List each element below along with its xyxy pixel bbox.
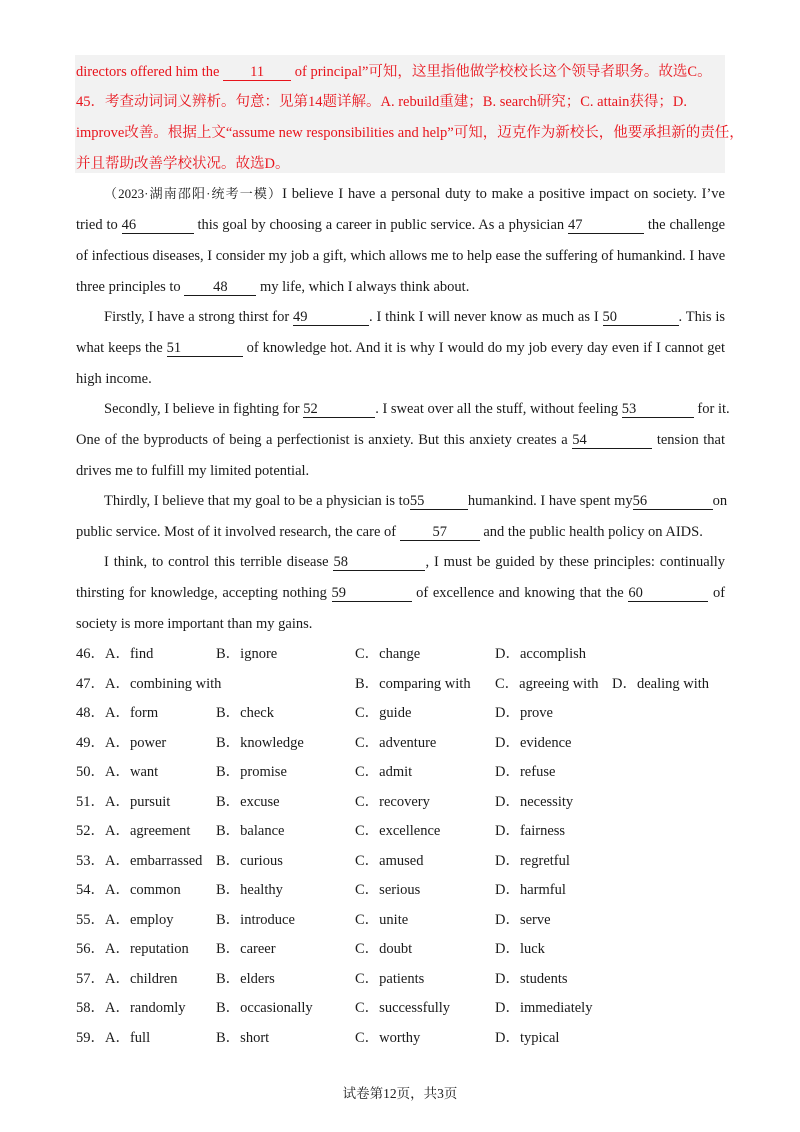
option-choice[interactable]: D．prove [495,705,553,721]
option-choice[interactable]: D．fairness [495,823,566,839]
option-choice[interactable]: B．career [216,941,276,957]
option-row [76,644,736,664]
option-choice[interactable]: A．employ [105,912,174,928]
option-number: 58． [76,1000,105,1016]
option-row [76,792,736,812]
option-choice[interactable]: D．refuse [495,764,556,780]
option-row [76,1028,736,1048]
option-row [76,969,736,989]
option-choice[interactable]: A．full [105,1030,151,1046]
option-choice[interactable]: A．form [105,705,159,721]
option-row [76,674,736,694]
option-choice[interactable]: B．promise [216,764,287,780]
option-number: 51． [76,794,105,810]
passage-line-2: tried to 46 this goal by choosing a career in public service. As a physician 47 the challenge [76,217,726,233]
option-choice[interactable]: B．elders [216,971,275,987]
option-row [76,851,736,871]
passage-line-15: society is more important than my gains. [76,616,313,632]
option-choice[interactable]: B．comparing with [355,676,471,692]
answer-line-3: improve改善。根据上文“assume new responsibilities and help”可知，迈克作为新校长，他要承担新的责任， [76,125,744,141]
blank-56[interactable]: 56 [633,493,713,510]
option-choice[interactable]: A．combining with [105,676,222,692]
blank-53[interactable]: 53 [622,401,694,418]
passage-line-1: （2023·湖南邵阳·统考一模）I believe I have a personal duty to make a positive impact on society. I’ve [104,186,725,202]
passage-line-10: drives me to fulfill my limited potential. [76,463,310,479]
option-choice[interactable]: D．serve [495,912,551,928]
option-choice[interactable]: C．successfully [355,1000,451,1016]
option-choice[interactable]: A．pursuit [105,794,171,810]
option-choice[interactable]: C．admit [355,764,413,780]
option-number: 54． [76,882,105,898]
page-footer: 试卷第12页，共3页 [342,1086,458,1101]
option-row [76,998,736,1018]
blank-51[interactable]: 51 [167,340,243,357]
answer-line-1 [76,62,712,82]
option-choice[interactable]: C．guide [355,705,412,721]
passage-line-13: I think, to control this terrible disease 58 , I must be guided by these principles: continually [104,554,726,570]
blank-52[interactable]: 52 [303,401,375,418]
answer-line-1-post: of principal”可知，这里指他做学校校长这个领导者职务。故选C。 [294,64,712,80]
blank-48[interactable]: 48 [184,279,256,296]
option-number: 59． [76,1030,105,1046]
option-number: 47． [76,676,105,692]
option-choice[interactable]: C．excellence [355,823,441,839]
option-row [76,703,736,723]
option-choice[interactable]: D．necessity [495,794,574,810]
option-choice[interactable]: B．check [216,705,274,721]
option-choice[interactable]: C．change [355,646,421,662]
option-choice[interactable]: A．common [105,882,181,898]
option-row [76,733,736,753]
passage-line-4: three principles to 48 my life, which I always think about. [76,279,470,295]
blank-55[interactable]: 55 [410,493,468,510]
option-row [76,939,736,959]
answer-line-1-pre: directors offered him the [76,64,220,80]
option-choice[interactable]: C．unite [355,912,409,928]
option-choice[interactable]: D．typical [495,1030,560,1046]
option-choice[interactable]: C．recovery [355,794,430,810]
blank-49[interactable]: 49 [293,309,369,326]
option-choice[interactable]: B．occasionally [216,1000,313,1016]
option-number: 49． [76,735,105,751]
passage-line-12: public service. Most of it involved research, the care of 57 and the public health policy on AIDS. [76,524,703,540]
option-choice[interactable]: C．serious [355,882,421,898]
blank-58[interactable]: 58 [333,554,425,571]
option-choice[interactable]: A．children [105,971,178,987]
passage-line-3: of infectious diseases, I consider my job a gift, which allows me to help ease the suffering of humankind. I have [76,248,726,264]
option-number: 48． [76,705,105,721]
option-row [76,762,736,782]
option-row [76,821,736,841]
option-number: 46． [76,646,105,662]
passage-source: （2023·湖南邵阳·统考一模） [104,186,283,201]
option-number: 56． [76,941,105,957]
option-choice[interactable]: A．power [105,735,167,751]
option-row [76,880,736,900]
option-choice[interactable]: B．short [216,1030,270,1046]
option-row [76,910,736,930]
option-choice[interactable]: B．curious [216,853,283,869]
passage-line-14: thirsting for knowledge, accepting nothing 59 of excellence and knowing that the 60 of [76,585,726,601]
passage-line-11: Thirdly, I believe that my goal to be a physician is to55 humankind. I have spent my56 on [104,493,728,509]
option-choice[interactable]: A．randomly [105,1000,186,1016]
option-choice[interactable]: D．regretful [495,853,570,869]
blank-60[interactable]: 60 [628,585,708,602]
option-choice[interactable]: D．immediately [495,1000,593,1016]
option-choice[interactable]: D．students [495,971,568,987]
passage-line-9: One of the byproducts of being a perfectionist is anxiety. But this anxiety creates a 54 tension that [76,432,725,448]
option-choice[interactable]: B．healthy [216,882,283,898]
answer-line-4: 并且帮助改善学校状况。故选D。 [76,156,290,172]
option-choice[interactable]: D．accomplish [495,646,587,662]
option-choice[interactable]: D．dealing with [612,676,710,692]
option-choice[interactable]: C．adventure [355,735,437,751]
option-choice[interactable]: B．balance [216,823,285,839]
option-number: 50． [76,764,105,780]
answer-line-2: 45．考查动词词义辨析。句意：见第14题详解。A. rebuild重建；B. search研究；C. attain获得；D. [76,94,687,110]
option-choice[interactable]: C．amused [355,853,424,869]
option-choice[interactable]: B．ignore [216,646,278,662]
passage-line-8: Secondly, I believe in fighting for 52 . I sweat over all the stuff, without feeling 53 for it. [104,401,730,417]
blank-47[interactable]: 47 [568,217,644,234]
option-choice[interactable]: D．harmful [495,882,566,898]
option-choice[interactable]: B．knowledge [216,735,304,751]
option-choice[interactable]: A．find [105,646,154,662]
passage-line-6: what keeps the 51 of knowledge hot. And it is why I would do my job every day even if I cannot get [76,340,726,356]
option-choice[interactable]: C．worthy [355,1030,421,1046]
passage-line-7: high income. [76,371,152,387]
blank-57[interactable]: 57 [400,524,480,541]
option-choice[interactable]: C．agreeing with [495,676,599,692]
option-choice[interactable]: A．embarrassed [105,853,203,869]
passage-line-5: Firstly, I have a strong thirst for 49 . I think I will never know as much as I 50 . This is [104,309,726,325]
blank-54[interactable]: 54 [572,432,652,449]
option-number: 52． [76,823,105,839]
option-choice[interactable]: D．luck [495,941,545,957]
answer-blank-11: 11 [223,64,291,81]
option-choice[interactable]: C．patients [355,971,425,987]
blank-59[interactable]: 59 [332,585,412,602]
option-number: 57． [76,971,105,987]
option-choice[interactable]: D．evidence [495,735,572,751]
option-choice[interactable]: A．agreement [105,823,191,839]
option-choice[interactable]: A．want [105,764,159,780]
option-choice[interactable]: B．excuse [216,794,280,810]
blank-46[interactable]: 46 [122,217,194,234]
option-choice[interactable]: A．reputation [105,941,189,957]
blank-50[interactable]: 50 [603,309,679,326]
option-choice[interactable]: C．doubt [355,941,413,957]
option-choice[interactable]: B．introduce [216,912,295,928]
option-number: 53． [76,853,105,869]
option-number: 55． [76,912,105,928]
